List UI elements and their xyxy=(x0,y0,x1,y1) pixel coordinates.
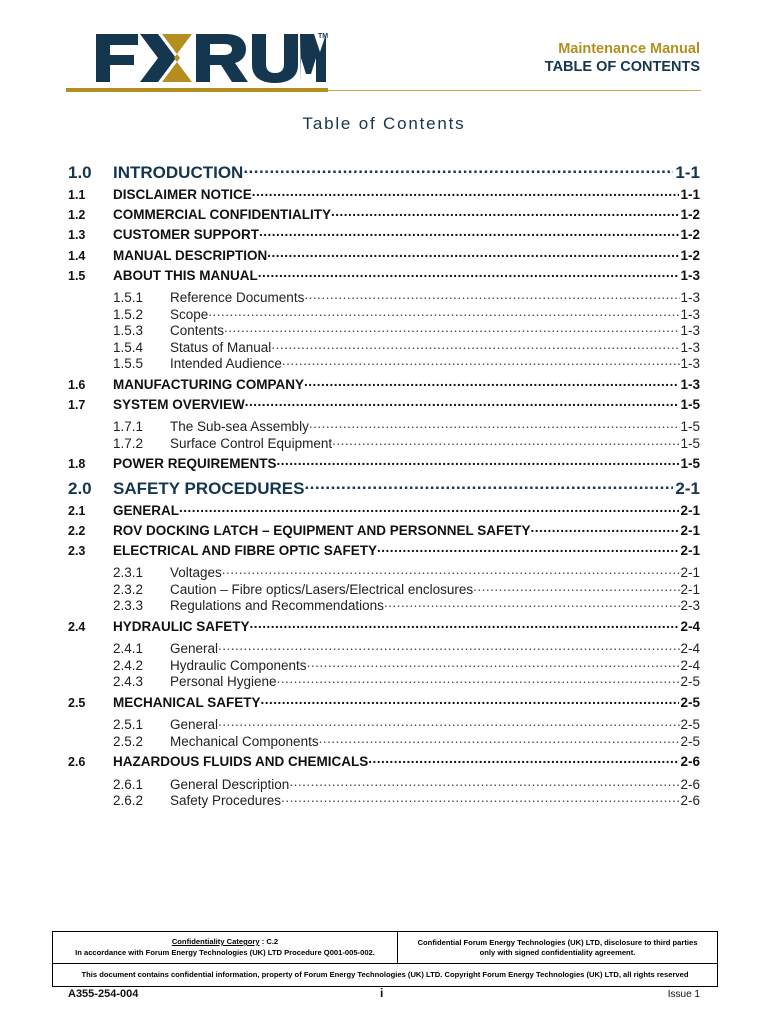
toc-page-number: 1-2 xyxy=(680,227,700,243)
toc-subsection-entry[interactable] xyxy=(68,791,700,808)
toc-page-number: 1-3 xyxy=(680,339,700,355)
toc-page-number: 2-1 xyxy=(680,543,700,559)
toc-page-number: 2-3 xyxy=(680,598,700,614)
toc-leader-dots xyxy=(319,732,681,746)
toc-title: SYSTEM OVERVIEW xyxy=(113,397,245,413)
toc-number: 2.2 xyxy=(68,523,86,538)
toc-number: 1.5.2 xyxy=(113,306,144,322)
toc-leader-dots xyxy=(289,775,680,789)
toc-number: 2.3 xyxy=(68,544,86,559)
toc-leader-dots xyxy=(304,288,680,302)
toc-title: The Sub-sea Assembly xyxy=(170,419,309,435)
toc-title: Regulations and Recommendations xyxy=(170,598,384,614)
toc-title: ELECTRICAL AND FIBRE OPTIC SAFETY xyxy=(113,543,378,559)
toc-title: Status of Manual xyxy=(170,339,272,355)
toc-title: Reference Documents xyxy=(170,289,305,305)
toc-number: 2.5 xyxy=(68,695,86,710)
toc-title: Voltages xyxy=(170,565,222,581)
toc-leader-dots xyxy=(224,321,680,335)
forum-logo xyxy=(96,30,328,86)
toc-subsection-entry[interactable] xyxy=(68,672,700,689)
toc-leader-dots xyxy=(531,520,680,535)
toc-page-number: 2-6 xyxy=(680,776,700,792)
toc-number: 2.3.1 xyxy=(113,565,144,581)
toc-number: 2.6.1 xyxy=(113,776,144,792)
toc-number: 2.4.1 xyxy=(113,641,144,657)
toc-subsection-entry[interactable] xyxy=(68,732,700,749)
toc-subsection-entry[interactable] xyxy=(68,417,700,434)
toc-page-number: 2-1 xyxy=(680,522,700,538)
toc-title: ROV DOCKING LATCH – EQUIPMENT AND PERSONNEL SAFETY xyxy=(113,522,531,538)
toc-leader-dots xyxy=(304,374,679,389)
toc-section-entry[interactable] xyxy=(68,184,700,204)
toc-page-number: 2-5 xyxy=(680,733,700,749)
toc-number: 2.5.2 xyxy=(113,733,144,749)
toc-title: General Description xyxy=(170,776,290,792)
toc-subsection-entry[interactable] xyxy=(68,354,700,371)
toc-title: POWER REQUIREMENTS xyxy=(113,456,277,472)
toc-section-entry[interactable] xyxy=(68,453,700,473)
toc-title: MANUFACTURING COMPANY xyxy=(113,376,304,392)
toc-leader-dots xyxy=(384,596,681,610)
toc-leader-dots xyxy=(473,580,680,594)
toc-number: 2.3.3 xyxy=(113,598,144,614)
toc-subsection-entry[interactable] xyxy=(68,775,700,792)
toc-leader-dots xyxy=(258,265,680,280)
toc-leader-dots xyxy=(243,160,673,178)
toc-leader-dots xyxy=(252,184,680,199)
page-header xyxy=(0,0,768,100)
toc-page-number: 1-5 xyxy=(680,397,700,413)
toc-number: 1.1 xyxy=(68,188,86,202)
toc-subsection-entry[interactable] xyxy=(68,656,700,673)
toc-leader-dots xyxy=(218,715,680,729)
toc-page-number: 1-2 xyxy=(680,207,700,223)
page-number: i xyxy=(380,986,384,1000)
toc-number: 2.6.2 xyxy=(113,793,144,809)
toc-page-number: 2-1 xyxy=(680,565,700,581)
toc-number: 2.5.1 xyxy=(113,717,144,733)
toc-leader-dots xyxy=(307,656,681,670)
toc-title: Scope xyxy=(170,306,209,322)
toc-section-entry[interactable] xyxy=(68,374,700,394)
toc-page-number: 1-3 xyxy=(680,267,700,283)
toc-leader-dots xyxy=(245,394,680,409)
toc-subsection-entry[interactable] xyxy=(68,639,700,656)
header-gold-rule xyxy=(66,88,328,92)
toc-number: 1.5.1 xyxy=(113,289,144,305)
toc-page-number: 2-4 xyxy=(680,619,700,634)
toc-subsection-entry[interactable] xyxy=(68,434,700,451)
document-code: A355-254-004 xyxy=(68,988,139,1000)
toc-number: 1.0 xyxy=(68,163,92,182)
toc-title: Surface Control Equipment xyxy=(170,435,333,451)
toc-page-number: 1-3 xyxy=(680,356,700,372)
toc-title: Mechanical Components xyxy=(170,733,319,749)
toc-number: 1.5.4 xyxy=(113,339,144,355)
toc-page-number: 1-1 xyxy=(675,163,700,182)
confidentiality-box xyxy=(52,931,718,987)
toc-title: HAZARDOUS FLUIDS AND CHEMICALS xyxy=(113,754,369,770)
forum-logo-graphic xyxy=(96,30,328,86)
logo-text xyxy=(96,86,97,87)
disclosure-line-1: Confidential Forum Energy Technologies (UK) LTD, disclosure to third parties xyxy=(417,938,698,947)
toc-section-entry[interactable] xyxy=(68,224,700,244)
toc-number: 1.8 xyxy=(68,457,86,472)
toc-section-entry[interactable] xyxy=(68,520,700,540)
disclosure-notice xyxy=(398,932,717,963)
toc-subsection-entry[interactable] xyxy=(68,338,700,355)
toc-page-number: 1-5 xyxy=(680,456,700,472)
toc-number: 2.6 xyxy=(68,755,86,770)
toc-subsection-entry[interactable] xyxy=(68,715,700,732)
toc-title: Intended Audience xyxy=(170,356,282,372)
toc-page-number: 2-5 xyxy=(680,717,700,733)
toc-leader-dots xyxy=(208,305,680,319)
toc-page-number: 1-5 xyxy=(680,435,700,451)
confidentiality-category xyxy=(53,932,398,963)
toc-page-number: 2-6 xyxy=(680,754,700,770)
toc-number: 1.6 xyxy=(68,377,86,392)
toc-section-entry[interactable] xyxy=(68,540,700,560)
toc-page-number: 2-4 xyxy=(680,657,700,673)
toc-leader-dots xyxy=(261,692,680,707)
toc-leader-dots xyxy=(271,338,680,352)
toc-number: 2.0 xyxy=(68,478,92,498)
toc-page-number: 1-5 xyxy=(680,419,700,435)
toc-section-entry[interactable] xyxy=(68,265,700,285)
toc-title: HYDRAULIC SAFETY xyxy=(113,619,250,634)
procedure-line: In accordance with Forum Energy Technologies (UK) LTD Procedure Q001-005-002. xyxy=(75,948,375,957)
toc-number: 1.7 xyxy=(68,398,86,413)
toc-leader-dots xyxy=(332,434,680,448)
toc-page-number: 2-5 xyxy=(680,674,700,690)
header-right xyxy=(545,40,700,76)
toc-chapter-entry[interactable] xyxy=(68,476,700,500)
toc-subsection-entry[interactable] xyxy=(68,305,700,322)
manual-subtitle: Maintenance Manual xyxy=(558,41,700,57)
toc-section-entry[interactable] xyxy=(68,616,700,636)
toc-leader-dots xyxy=(277,453,680,468)
toc-number: 1.5 xyxy=(68,268,86,283)
toc-section-entry[interactable] xyxy=(68,245,700,265)
toc-leader-dots xyxy=(281,791,680,805)
toc-chapter-entry[interactable] xyxy=(68,160,700,184)
section-title: TABLE OF CONTENTS xyxy=(544,59,700,75)
toc-section-entry[interactable] xyxy=(68,751,700,771)
toc-page-number: 1-2 xyxy=(680,247,700,263)
toc-number: 1.5.5 xyxy=(113,356,144,372)
toc-number: 2.4 xyxy=(68,620,86,634)
toc-subsection-entry[interactable] xyxy=(68,563,700,580)
toc-title: DISCLAIMER NOTICE xyxy=(113,187,252,202)
toc-number: 2.4.2 xyxy=(113,657,144,673)
toc-title: MECHANICAL SAFETY xyxy=(113,694,261,710)
toc-subsection-entry[interactable] xyxy=(68,580,700,597)
toc-title: ABOUT THIS MANUAL xyxy=(113,267,258,283)
toc-number: 1.3 xyxy=(68,228,86,243)
toc-title: General xyxy=(170,641,219,657)
trademark-mark: TM xyxy=(318,33,329,40)
toc-subsection-entry[interactable] xyxy=(68,321,700,338)
toc-subsection-entry[interactable] xyxy=(68,288,700,305)
toc-title: COMMERCIAL CONFIDENTIALITY xyxy=(113,207,331,223)
toc-leader-dots xyxy=(304,476,673,494)
toc-number: 1.5.3 xyxy=(113,323,144,339)
toc-section-entry[interactable] xyxy=(68,692,700,712)
page-title: Table of Contents xyxy=(302,114,466,133)
toc-title: INTRODUCTION xyxy=(113,163,244,182)
header-thin-rule xyxy=(328,90,701,91)
disclosure-line-2: only with signed confidentiality agreement. xyxy=(479,948,636,957)
toc-page-number: 2-1 xyxy=(680,581,700,597)
toc-page-number: 2-6 xyxy=(680,793,700,809)
toc-leader-dots xyxy=(222,563,681,577)
toc-title: Personal Hygiene xyxy=(170,674,277,690)
toc-number: 1.2 xyxy=(68,208,86,223)
toc-leader-dots xyxy=(309,417,681,431)
toc-leader-dots xyxy=(267,245,679,260)
toc-title: SAFETY PROCEDURES xyxy=(113,478,305,498)
toc-number: 2.4.3 xyxy=(113,674,144,690)
toc-leader-dots xyxy=(259,224,679,239)
toc-title: General xyxy=(170,717,219,733)
table-of-contents xyxy=(68,158,700,811)
toc-section-entry[interactable] xyxy=(68,394,700,414)
toc-leader-dots xyxy=(368,751,679,766)
toc-leader-dots xyxy=(218,639,680,653)
toc-title: GENERAL xyxy=(113,502,180,518)
toc-page-number: 2-4 xyxy=(680,641,700,657)
toc-title: MANUAL DESCRIPTION xyxy=(113,247,268,263)
toc-leader-dots xyxy=(179,500,679,515)
toc-title: Caution – Fibre optics/Lasers/Electrical enclosures xyxy=(170,581,474,597)
toc-page-number: 1-3 xyxy=(680,306,700,322)
conf-category-label: Confidentiality Category xyxy=(171,937,260,946)
toc-number: 2.1 xyxy=(68,503,86,518)
toc-page-number: 1-3 xyxy=(680,376,700,392)
toc-title: Hydraulic Components xyxy=(170,657,307,673)
toc-leader-dots xyxy=(277,672,681,686)
toc-page-number: 2-1 xyxy=(680,502,700,518)
toc-leader-dots xyxy=(331,204,679,219)
toc-title: Safety Procedures xyxy=(170,793,282,809)
toc-number: 1.4 xyxy=(68,248,86,263)
toc-leader-dots xyxy=(250,616,680,631)
toc-number: 1.7.2 xyxy=(113,435,144,451)
toc-number: 1.7.1 xyxy=(113,419,144,435)
toc-leader-dots xyxy=(282,354,681,368)
toc-page-number: 2-5 xyxy=(680,694,700,710)
toc-section-entry[interactable] xyxy=(68,204,700,224)
conf-category-value: : C.2 xyxy=(261,937,279,946)
toc-title: CUSTOMER SUPPORT xyxy=(113,227,260,243)
toc-section-entry[interactable] xyxy=(68,500,700,520)
toc-leader-dots xyxy=(377,540,679,555)
toc-page-number: 1-1 xyxy=(680,187,700,202)
toc-page-number: 1-3 xyxy=(680,323,700,339)
toc-title: Contents xyxy=(170,323,225,339)
toc-page-number: 1-3 xyxy=(680,289,700,305)
toc-page-number: 2-1 xyxy=(675,478,700,498)
copyright-notice: This document contains confidential information, property of Forum Energy Technologies (UK) LTD. Copyright Forum Energy Technologies (UK) LTD, all rights reserved xyxy=(81,970,689,979)
toc-subsection-entry[interactable] xyxy=(68,596,700,613)
toc-number: 2.3.2 xyxy=(113,581,144,597)
issue-label: Issue 1 xyxy=(667,989,700,1000)
